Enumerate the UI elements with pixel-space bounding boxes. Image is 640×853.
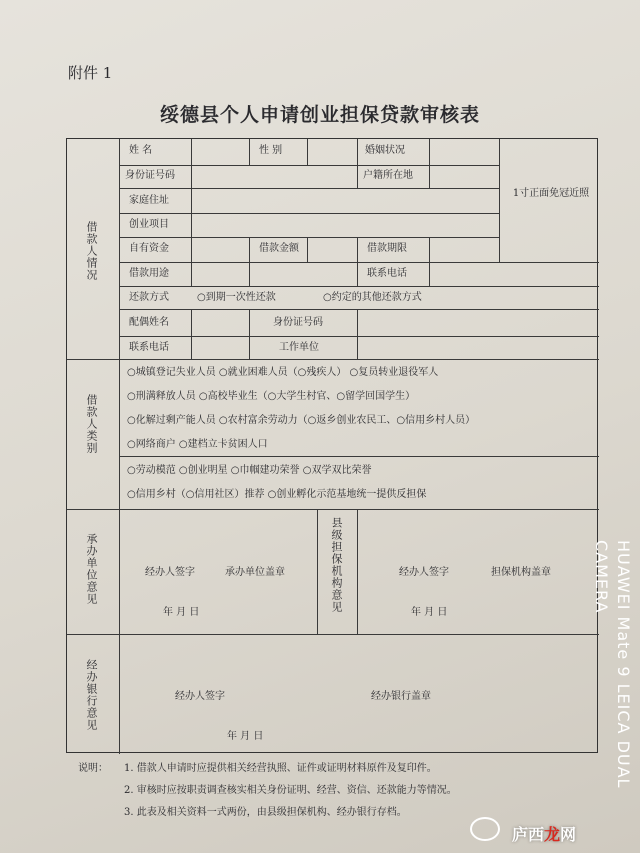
- section-undertaking-unit: 承办单位意见: [85, 533, 98, 605]
- label-loan-amount: 借款金额: [259, 243, 299, 254]
- label-address: 家庭住址: [129, 195, 169, 206]
- label-loan-term: 借款期限: [367, 243, 407, 254]
- undertaking-date: 年 月 日: [163, 607, 200, 618]
- annex-label: 附件 1: [68, 64, 113, 82]
- undertaking-unit-seal: 承办单位盖章: [225, 567, 285, 578]
- form-title: 绥德县个人申请创业担保贷款审核表: [159, 104, 480, 126]
- wechat-icon: [470, 817, 500, 841]
- guarantee-date: 年 月 日: [411, 607, 448, 618]
- note-item-3: 3. 此表及相关资料一式两份，由县级担保机构、经办银行存档。: [124, 807, 407, 818]
- site-logo: 庐西龙网: [512, 825, 577, 844]
- category-line-3[interactable]: ○化解过剩产能人员 ○农村富余劳动力（○返乡创业农民工、○信用乡村人员）: [127, 415, 476, 426]
- label-household: 户籍所在地: [363, 170, 413, 181]
- bank-handler-sign: 经办人签字: [175, 691, 225, 702]
- photo-placeholder: 1寸正面免冠近照: [512, 188, 590, 199]
- label-repay-method: 还款方式: [129, 292, 169, 303]
- label-contact-phone: 联系电话: [129, 342, 169, 353]
- camera-watermark: HUAWEI Mate 9 LEICA DUAL CAMERA: [592, 540, 633, 789]
- section-bank: 经办银行意见: [85, 659, 98, 731]
- label-name: 姓 名: [129, 145, 153, 156]
- label-spouse-id: 身份证号码: [273, 317, 323, 328]
- label-own-funds: 自有资金: [129, 243, 169, 254]
- category-line-4[interactable]: ○网络商户 ○建档立卡贫困人口: [127, 439, 268, 450]
- guarantee-seal: 担保机构盖章: [491, 567, 551, 578]
- label-loan-use: 借款用途: [129, 268, 169, 279]
- category-line-2[interactable]: ○刑满释放人员 ○高校毕业生（○大学生村官、○留学回国学生）: [127, 391, 416, 402]
- label-id-no: 身份证号码: [125, 170, 175, 181]
- label-gender: 性 别: [259, 145, 283, 156]
- section-county-guarantee: 县级担保机构意见: [330, 517, 343, 613]
- notes-block: [78, 758, 457, 824]
- label-marital: 婚姻状况: [365, 145, 405, 156]
- notes-label: 说明：: [78, 763, 108, 774]
- label-phone: 联系电话: [367, 268, 407, 279]
- label-spouse-name: 配偶姓名: [129, 317, 169, 328]
- repay-option-lump-sum[interactable]: ○到期一次性还款: [197, 292, 276, 303]
- category-line-5[interactable]: ○劳动模范 ○创业明星 ○巾帼建功荣誉 ○双学双比荣誉: [127, 465, 372, 476]
- label-work-unit: 工作单位: [279, 342, 319, 353]
- bank-seal: 经办银行盖章: [371, 691, 431, 702]
- application-form-table: [66, 138, 598, 753]
- category-line-1[interactable]: ○城镇登记失业人员 ○就业困难人员（○残疾人） ○复员转业退役军人: [127, 367, 439, 378]
- bank-date: 年 月 日: [227, 731, 264, 742]
- guarantee-handler-sign: 经办人签字: [399, 567, 449, 578]
- repay-option-other[interactable]: ○约定的其他还款方式: [323, 292, 422, 303]
- note-item-1: 1. 借款人申请时应提供相关经营执照、证件或证明材料原件及复印件。: [124, 763, 437, 774]
- undertaking-handler-sign: 经办人签字: [145, 567, 195, 578]
- section-borrower-info: 借款人情况: [85, 221, 98, 281]
- section-borrower-type: 借款人类别: [85, 394, 98, 454]
- note-item-2: 2. 审核时应按职责调查核实相关身份证明、经营、资信、还款能力等情况。: [124, 785, 457, 796]
- label-project: 创业项目: [129, 219, 169, 230]
- category-line-6[interactable]: ○信用乡村（○信用社区）推荐 ○创业孵化示范基地统一提供反担保: [127, 489, 427, 500]
